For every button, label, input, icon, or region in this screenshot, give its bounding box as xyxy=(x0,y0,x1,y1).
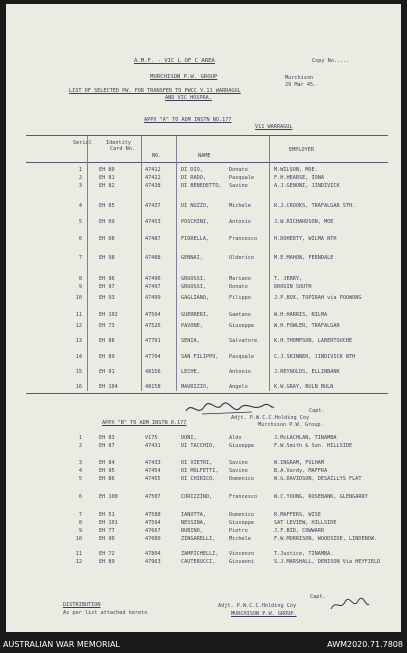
serial: 11 xyxy=(75,312,82,318)
appendix-a-camp: V11 WARRAGUL xyxy=(255,124,293,130)
serial: 1 xyxy=(78,167,82,173)
employer: T.Justice, TINAMBA. xyxy=(274,551,334,557)
serial: 11 xyxy=(75,551,82,557)
forename: Pasquale xyxy=(229,175,254,181)
surname: NESSINA, xyxy=(181,520,206,526)
place: Murchison xyxy=(285,75,314,81)
identity: EH 81 xyxy=(99,175,115,181)
forename: Francesco xyxy=(229,494,258,500)
pw-number: 47963 xyxy=(145,559,161,565)
identity: EH 85 xyxy=(99,203,115,209)
forename: Antonio xyxy=(229,369,251,375)
surname: GAGLIANO, xyxy=(181,295,210,301)
identity: EH 83 xyxy=(99,435,115,441)
surname: GRUOSSI, xyxy=(181,284,206,290)
serial: 10 xyxy=(75,295,82,301)
surname: DI RADO, xyxy=(181,175,206,181)
pw-number: 47701 xyxy=(145,338,161,344)
pw-number: 47588 xyxy=(145,512,161,518)
serial: 5 xyxy=(78,476,82,482)
identity: EH 102 xyxy=(99,312,118,318)
serial: 7 xyxy=(78,255,82,261)
identity: EH 77 xyxy=(99,528,115,534)
employer: F.W.MORRISON, WOODSIDE, LINDENOW. xyxy=(274,536,378,542)
employer: A.J.GENONI, JINDIVICK xyxy=(274,183,340,189)
identity: EH 89 xyxy=(99,354,115,360)
header-top-line: A.M.F. - VIC L OF C AREA xyxy=(134,58,215,64)
pw-number: 47804 xyxy=(145,551,161,557)
identity: EH 08 xyxy=(99,236,115,242)
sign-a-group: Murchison P.W. Group. xyxy=(258,422,324,428)
identity: EH 101 xyxy=(99,520,118,526)
serial: 8 xyxy=(78,520,82,526)
serial: 15 xyxy=(75,369,82,375)
column-rule xyxy=(269,136,270,391)
pw-number: 47704 xyxy=(145,354,161,360)
identity: EH 80 xyxy=(99,167,115,173)
forename: Donato xyxy=(229,167,248,173)
surname: DI NUZZO, xyxy=(181,203,210,209)
list-title-2: AND VIC HOSPRA. xyxy=(165,95,212,101)
pw-number: 47433 xyxy=(145,460,161,466)
surname: SAN FILIPPO, xyxy=(181,354,219,360)
serial: 3 xyxy=(78,460,82,466)
surname: DI TACCHIO, xyxy=(181,443,216,449)
employer: R.MAFFERS, WISE xyxy=(274,512,321,518)
forename: Pasquale xyxy=(229,354,254,360)
pw-number: 47667 xyxy=(145,528,161,534)
identity: EH 88 xyxy=(99,338,115,344)
surname: PAVONE, xyxy=(181,323,203,329)
forename: Ulderico xyxy=(229,255,254,261)
forename: Gaetano xyxy=(229,312,251,318)
distribution-label: DISTRIBUTION xyxy=(63,602,101,608)
forename: Vincenzo xyxy=(229,551,254,557)
surname: RUBINO, xyxy=(181,528,203,534)
forename: Michele xyxy=(229,203,251,209)
handwritten-initials-b xyxy=(328,596,372,614)
employer: W.H.HARRIS, NILMA xyxy=(274,312,328,318)
serial: 10 xyxy=(75,536,82,542)
appendix-b-title: APPX "B" TO ADM INSTN 0.177 xyxy=(102,420,187,426)
employer: DROUIN SOUTH xyxy=(274,284,312,290)
sign-a-title: Adjt. P.W.C.C.Holding Coy xyxy=(231,415,310,421)
employer: R.J.CROOKS, TRAFALGAR STH. xyxy=(274,203,356,209)
pw-number: 47455 xyxy=(145,476,161,482)
surname: DI MOLFETTI, xyxy=(181,468,219,474)
pw-number: 48158 xyxy=(145,384,161,390)
forename: Giuseppe xyxy=(229,520,254,526)
forename: Giovanni xyxy=(229,559,254,565)
sign-b-title: Adjt. P.W.C.C.Holding Coy xyxy=(218,603,297,609)
employer: J.W.RICHARDSON, MOE xyxy=(274,219,334,225)
employer: W.INGRAM, FULHAM xyxy=(274,460,324,466)
pw-number: 47454 xyxy=(145,468,161,474)
identity: EH 91 xyxy=(99,369,115,375)
pw-number: 47431 xyxy=(145,443,161,449)
footer-institution: AUSTRALIAN WAR MEMORIAL xyxy=(3,640,120,649)
pw-number: 47680 xyxy=(145,536,161,542)
surname: MAURIZIO, xyxy=(181,384,210,390)
forename: Savino xyxy=(229,183,248,189)
identity: EH 100 xyxy=(99,494,118,500)
serial: 12 xyxy=(75,323,82,329)
identity: EH 98 xyxy=(99,255,115,261)
serial: 6 xyxy=(78,494,82,500)
serial: 13 xyxy=(75,338,82,344)
sign-b-group: MURCHISON P.W. GROUP. xyxy=(231,611,297,617)
col-employer: EMPLOYER xyxy=(289,147,314,153)
employer: M.E.MAHON, FERNDALE xyxy=(274,255,334,261)
pw-number: 47496 xyxy=(145,276,161,282)
surname: DI VIETRI, xyxy=(181,460,213,466)
surname: DI DIO, xyxy=(181,167,203,173)
employer: K.W.GRAY, BULN BULN xyxy=(274,384,334,390)
surname: GRUOSSI, xyxy=(181,276,206,282)
employer: B.A.Vardy, MAFFRA xyxy=(274,468,328,474)
archive-footer xyxy=(0,636,407,653)
group-name: MURCHISON P.W. GROUP xyxy=(150,74,218,80)
serial: 1 xyxy=(78,435,82,441)
identity: EH 89 xyxy=(99,559,115,565)
surname: ZINGARELLI, xyxy=(181,536,216,542)
serial: 3 xyxy=(78,183,82,189)
sign-b-rank: Capt. xyxy=(310,594,326,600)
pw-number: 47422 xyxy=(145,175,161,181)
list-title-1: LIST OF SELECTED PW. FOR TRANSFER TO PWCC V.11 WARRAGUL xyxy=(69,88,241,94)
pw-number: 47453 xyxy=(145,219,161,225)
identity: EH 73 xyxy=(99,323,115,329)
forename: Giuseppe xyxy=(229,443,254,449)
forename: Domenico xyxy=(229,476,254,482)
identity: EH 90 xyxy=(99,536,115,542)
surname: CAUTERUCCI, xyxy=(181,559,216,565)
col-card-no: Card No. xyxy=(110,146,135,152)
surname: GENNAI, xyxy=(181,255,203,261)
forename: Michele xyxy=(229,536,251,542)
serial: 4 xyxy=(78,203,82,209)
identity: EH 104 xyxy=(99,384,118,390)
surname: DI CHIRICO, xyxy=(181,476,216,482)
employer: S.J.MARSHALL, DENISON Via HEYFIELD xyxy=(274,559,381,565)
employer: W.C.YOUNG, ROSEBANK, GLENGARRY xyxy=(274,494,368,500)
table-header-rule xyxy=(26,162,388,163)
serial: 6 xyxy=(78,236,82,242)
col-serial: Serial xyxy=(73,140,92,146)
forename: Savino xyxy=(229,468,248,474)
sign-a-rank: Capt. xyxy=(309,408,325,414)
pw-number: 47504 xyxy=(145,312,161,318)
serial: 4 xyxy=(78,468,82,474)
forename: Francesco xyxy=(229,236,258,242)
surname: ZAMPICHELLI, xyxy=(181,551,219,557)
pw-number: 47526 xyxy=(145,323,161,329)
employer: J.P.BOX, TOPIRAH via POOWONG xyxy=(274,295,362,301)
pw-number: 47497 xyxy=(145,284,161,290)
serial: 2 xyxy=(78,443,82,449)
serial: 5 xyxy=(78,219,82,225)
surname: IANOTTA, xyxy=(181,512,206,518)
forename: Mariano xyxy=(229,276,251,282)
pw-number: 47488 xyxy=(145,255,161,261)
surname: DI BENEDETTO, xyxy=(181,183,222,189)
serial: 7 xyxy=(78,512,82,518)
employer: M.WILSON, MOE. xyxy=(274,167,318,173)
serial: 16 xyxy=(75,384,82,390)
col-identity: Identity xyxy=(106,140,131,146)
table-top-rule xyxy=(26,135,388,136)
forename: Filippo xyxy=(229,295,251,301)
surname: DONI, xyxy=(181,435,197,441)
employer: J.REYNOLDS, ELLINBANK xyxy=(274,369,340,375)
column-rule xyxy=(141,136,142,391)
copy-number: Copy No..... xyxy=(312,58,350,64)
footer-accession-number: AWM2020.71.7808 xyxy=(327,640,403,649)
identity: EH 95 xyxy=(99,468,115,474)
forename: Domenico xyxy=(229,512,254,518)
surname: CORIZZINO, xyxy=(181,494,213,500)
employer: W.H.FOWLER, TRAFALGAR xyxy=(274,323,340,329)
forename: Donato xyxy=(229,284,248,290)
serial: 9 xyxy=(78,284,82,290)
identity: EH 09 xyxy=(99,219,115,225)
document-page xyxy=(6,4,401,632)
pw-number: 48156 xyxy=(145,369,161,375)
employer: F.H.HEARSE, IONA xyxy=(274,175,324,181)
serial: 12 xyxy=(75,559,82,565)
pw-number: 47507 xyxy=(145,494,161,500)
forename: Antonio xyxy=(229,219,251,225)
employer: F.W.Smith & Son. HILLSIDE xyxy=(274,443,353,449)
appendix-a-title: APPX "A" TO ADM INSTN NO.177 xyxy=(144,117,232,123)
date: 29 Mar 45. xyxy=(285,82,317,88)
employer: K.H.THOMPSON, LABERTOUCHE xyxy=(274,338,353,344)
surname: GUERRERI, xyxy=(181,312,210,318)
serial: 9 xyxy=(78,528,82,534)
pw-number: 47412 xyxy=(145,167,161,173)
employer: J.F.BID, COWWARR xyxy=(274,528,324,534)
surname: SENIA, xyxy=(181,338,200,344)
serial: 14 xyxy=(75,354,82,360)
employer: SAT LEVIEW, HILLSIDE xyxy=(274,520,337,526)
pw-number: V175 xyxy=(145,435,158,441)
column-rule xyxy=(87,136,88,391)
identity: EH 97 xyxy=(99,284,115,290)
identity: EH 86 xyxy=(99,476,115,482)
pw-number: 47438 xyxy=(145,183,161,189)
pw-number: 47487 xyxy=(145,236,161,242)
employer: T. JERRY, xyxy=(274,276,303,282)
forename: Aldo xyxy=(229,435,242,441)
employer: W.G.DAVIDSON, DESAILLYS FLAT xyxy=(274,476,362,482)
column-rule xyxy=(176,136,177,391)
employer: C.J.SKINNER, JINDIVICK NTH xyxy=(274,354,356,360)
identity: EH 93 xyxy=(99,295,115,301)
identity: EH 82 xyxy=(99,183,115,189)
col-no: NO. xyxy=(152,153,162,159)
employer: H.DOHERTY, WILMA NTH xyxy=(274,236,337,242)
identity: EH 72 xyxy=(99,551,115,557)
col-name: NAME xyxy=(198,153,211,159)
serial: 8 xyxy=(78,276,82,282)
surname: LECHE, xyxy=(181,369,200,375)
pw-number: 47499 xyxy=(145,295,161,301)
identity: EH 51 xyxy=(99,512,115,518)
forename: Savino xyxy=(229,460,248,466)
identity: EH 87 xyxy=(99,443,115,449)
pw-number: 47437 xyxy=(145,203,161,209)
table-bottom-rule xyxy=(26,393,388,394)
forename: Angelo xyxy=(229,384,248,390)
employer: J.McLACHLAN, TINAMBA xyxy=(274,435,337,441)
identity: EH 84 xyxy=(99,460,115,466)
distribution-text: As per list attached hereto xyxy=(63,610,148,616)
identity: EH 96 xyxy=(99,276,115,282)
forename: Salvatore xyxy=(229,338,258,344)
surname: POSCHINI, xyxy=(181,219,210,225)
forename: Pietro xyxy=(229,528,248,534)
forename: Giuseppe xyxy=(229,323,254,329)
serial: 2 xyxy=(78,175,82,181)
surname: FIORELLA, xyxy=(181,236,210,242)
pw-number: 47594 xyxy=(145,520,161,526)
